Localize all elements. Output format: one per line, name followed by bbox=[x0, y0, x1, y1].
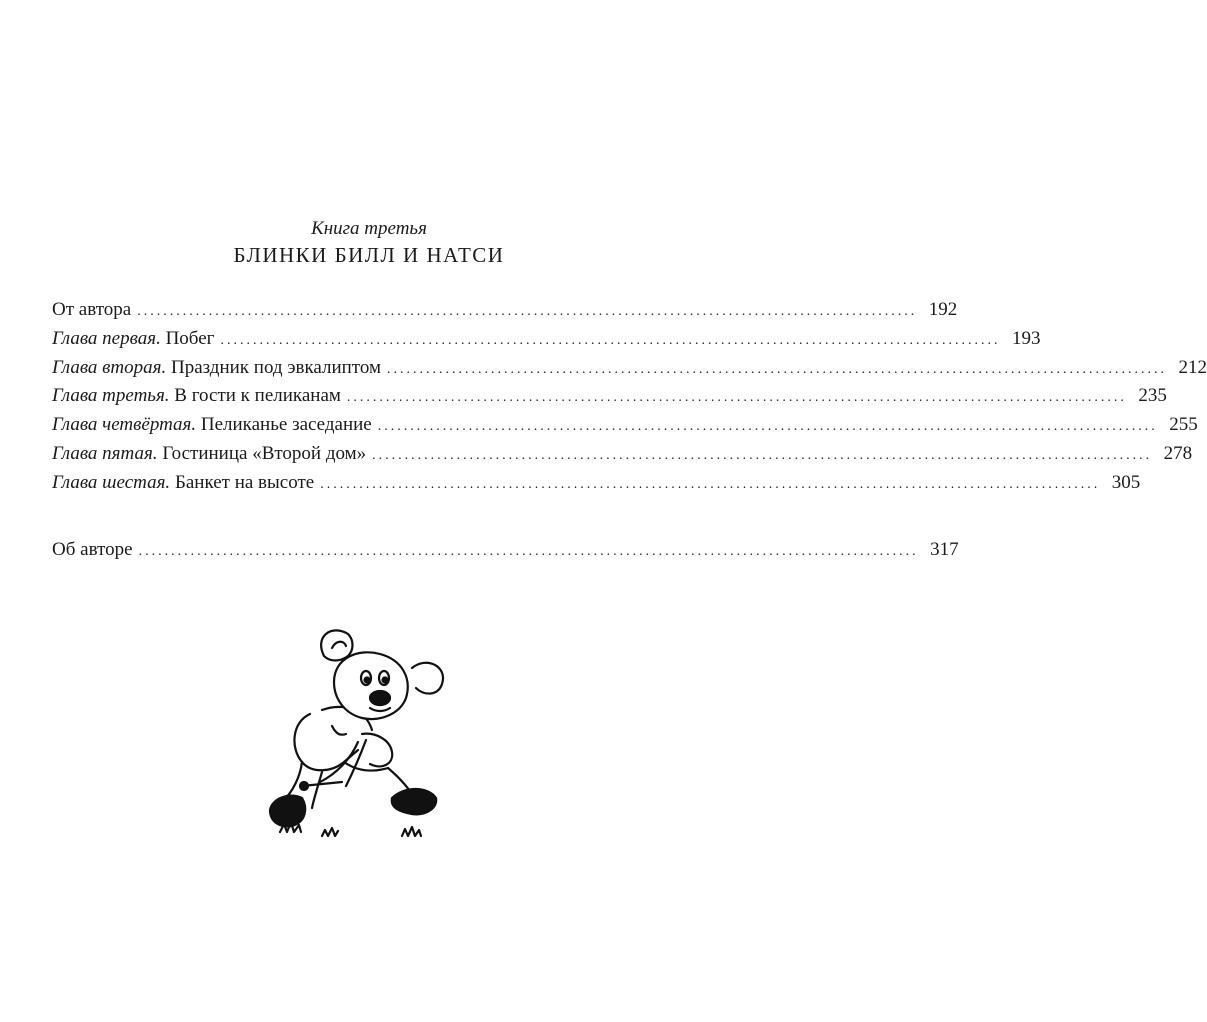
toc-page-number: 193 bbox=[1011, 327, 1041, 349]
leader-dots: ........................................................................................................................ bbox=[138, 544, 919, 559]
chapter-prefix: Глава пятая. bbox=[52, 442, 158, 464]
toc-entry-title: Гостиница «Второй дом» bbox=[162, 442, 367, 464]
toc-page-number: 255 bbox=[1169, 414, 1198, 436]
toc-entry[interactable] bbox=[52, 536, 959, 565]
leader-dots: ........................................................................................................................ bbox=[137, 304, 918, 319]
toc-page-number: 278 bbox=[1163, 442, 1193, 464]
toc-entry[interactable] bbox=[52, 469, 1141, 498]
leader-dots: ........................................................................................................................ bbox=[387, 361, 1168, 377]
toc-page-number: 212 bbox=[1178, 356, 1207, 378]
koala-illustration bbox=[262, 622, 472, 854]
chapter-prefix: Глава шестая. bbox=[52, 471, 171, 493]
toc-entry[interactable] bbox=[52, 440, 1193, 469]
chapter-prefix: Глава вторая. bbox=[52, 356, 167, 378]
chapter-prefix: Глава четвёртая. bbox=[52, 414, 197, 436]
toc-entry-title: Побег bbox=[165, 327, 215, 349]
koala-icon bbox=[262, 622, 472, 854]
toc-entry-title: Праздник под эвкалиптом bbox=[170, 356, 382, 378]
leader-dots: ........................................................................................................................ bbox=[320, 476, 1101, 492]
toc-page-number: 235 bbox=[1138, 385, 1167, 407]
toc-entry-title: От автора bbox=[52, 299, 132, 320]
chapter-prefix: Глава третья. bbox=[52, 385, 170, 407]
toc-entry[interactable] bbox=[52, 354, 1207, 383]
toc-entry-title: В гости к пеликанам bbox=[174, 385, 341, 407]
toc-page-number: 192 bbox=[928, 299, 958, 320]
book-title: БЛИНКИ БИЛЛ И НАТСИ bbox=[233, 243, 505, 267]
about-author-section bbox=[52, 536, 959, 565]
toc-page-number: 317 bbox=[930, 539, 959, 560]
leader-dots: ........................................................................................................................ bbox=[372, 447, 1153, 463]
toc-entry[interactable] bbox=[52, 325, 1041, 354]
toc-entry-title: Пеликанье заседание bbox=[200, 414, 372, 436]
chapter-prefix: Глава первая. bbox=[52, 327, 161, 349]
leader-dots: ........................................................................................................................ bbox=[377, 419, 1158, 435]
toc-page-number: 305 bbox=[1111, 471, 1141, 493]
toc-entry[interactable] bbox=[52, 411, 1198, 440]
table-of-contents bbox=[52, 296, 1207, 498]
book-label: Книга третья bbox=[311, 218, 427, 239]
toc-entry[interactable] bbox=[52, 382, 1167, 411]
leader-dots: ........................................................................................................................ bbox=[220, 332, 1001, 348]
toc-entry-title: Об авторе bbox=[52, 539, 133, 560]
toc-entry-title: Банкет на высоте bbox=[174, 471, 315, 493]
leader-dots: ........................................................................................................................ bbox=[346, 390, 1127, 406]
toc-entry[interactable] bbox=[52, 296, 958, 325]
